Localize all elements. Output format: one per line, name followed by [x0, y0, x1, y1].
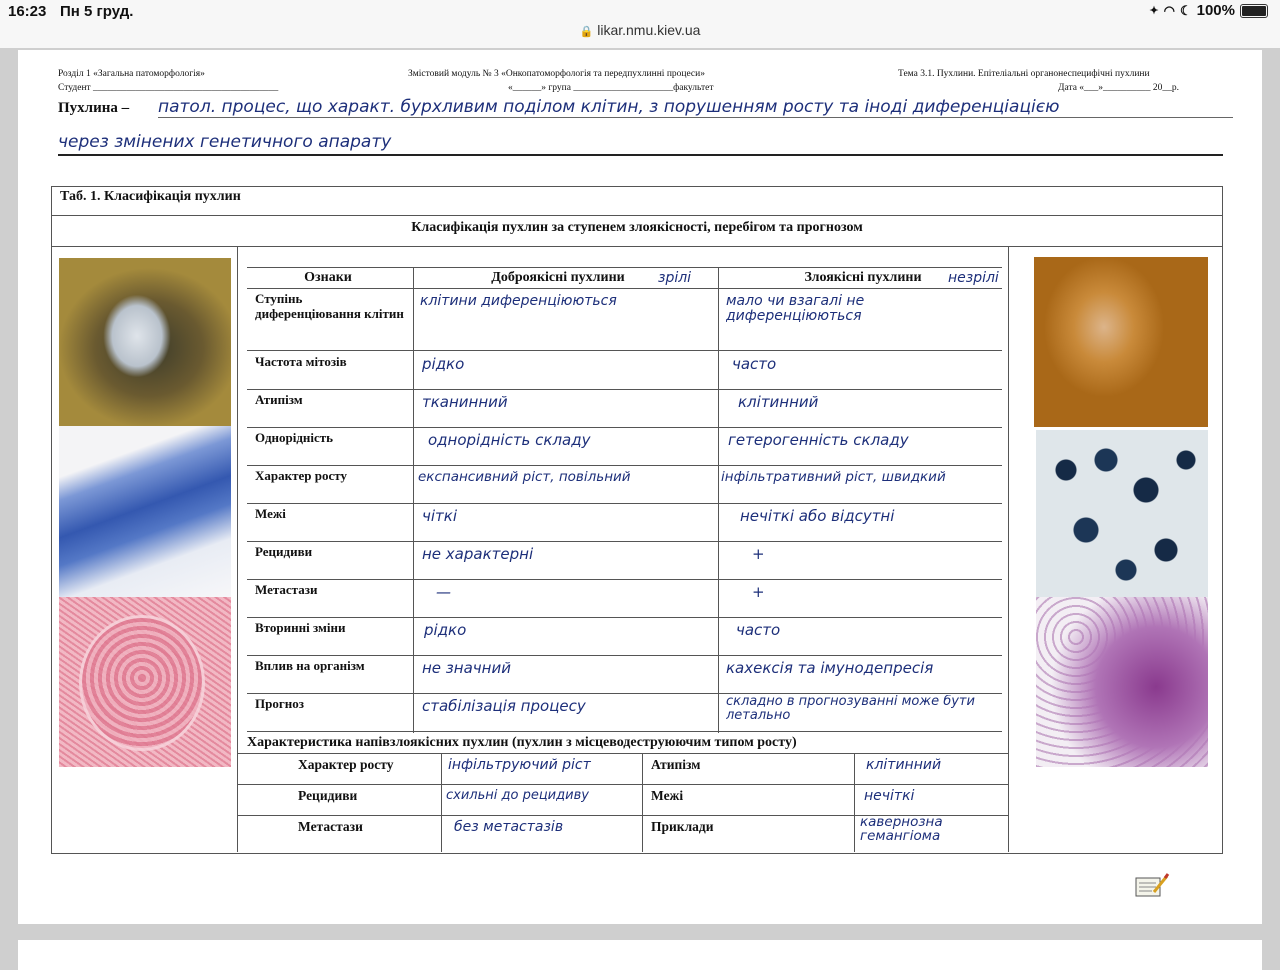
battery-percent: 100%	[1196, 2, 1235, 19]
header-topic: Тема 3.1. Пухлини. Епітеліальні органонеспецифічні пухлини	[898, 69, 1150, 79]
benign-cell-effect: не значний	[422, 659, 511, 677]
row-label-secondary-changes: Вторинні зміни	[255, 620, 346, 635]
benign-cell-relapses: не характерні	[422, 545, 534, 563]
location-icon: ✦	[1149, 5, 1159, 17]
header-date: Дата «___»__________ 20__р.	[1058, 83, 1180, 93]
benign-tumor-histology-photo	[59, 597, 231, 767]
semi-value-borders: нечіткі	[864, 788, 915, 804]
status-bar	[0, 0, 1280, 48]
document-page	[18, 50, 1262, 924]
semi-label-growth: Характер росту	[298, 757, 394, 772]
row-label-mitosis: Частота мітозів	[255, 354, 347, 369]
definition-handwritten-line2: через змінених генетичного апарату	[58, 132, 1223, 156]
benign-cell-borders: чіткі	[422, 507, 457, 525]
semi-value-relapses: схильні до рецидиву	[446, 788, 589, 803]
header-student: Студент _______________________________________	[58, 83, 279, 93]
benign-tumor-gross-photo	[59, 258, 231, 426]
header-group: «______» група _____________________факультет	[508, 83, 714, 93]
row-label-homogeneity: Однорідність	[255, 430, 334, 445]
next-page	[18, 940, 1262, 970]
url-bar[interactable]	[0, 22, 1280, 38]
benign-cell-differentiation: клітини диференціюються	[420, 294, 617, 309]
malignant-handwritten-note: незрілі	[948, 270, 999, 286]
table-subtitle: Класифікація пухлин за ступенем злоякісності, перебігом та прогнозом	[411, 220, 863, 235]
benign-tumor-cytology-photo	[59, 426, 231, 597]
malignant-cell-homogeneity: гетерогенність складу	[728, 431, 909, 449]
benign-cell-metastases: —	[436, 583, 451, 601]
col-header-signs: Ознаки	[304, 270, 352, 285]
benign-handwritten-note: зрілі	[658, 270, 692, 286]
benign-cell-growth: експансивний ріст, повільний	[418, 469, 631, 485]
malignant-tumor-cytology-photo	[1036, 430, 1208, 597]
benign-cell-mitosis: рідко	[422, 355, 465, 373]
url-text: likar.nmu.kiev.ua	[597, 22, 701, 38]
battery-icon	[1240, 4, 1268, 18]
status-date: Пн 5 груд.	[60, 3, 134, 20]
semi-value-examples: кавернозна гемангіома	[860, 816, 943, 843]
header-section: Розділ 1 «Загальна патоморфологія»	[58, 69, 205, 79]
row-label-growth: Характер росту	[255, 468, 347, 483]
row-label-atypism: Атипізм	[255, 392, 303, 407]
definition-handwritten-line1: патол. процес, що характ. бурхливим поділом клітин, з порушенням росту та іноді диференціацією	[158, 97, 1233, 118]
malignant-cell-prognosis: складно в прогнозуванні може бути летально	[726, 695, 975, 723]
malignant-cell-borders: нечіткі або відсутні	[740, 507, 895, 525]
row-label-effect-on-organism: Вплив на організм	[255, 658, 365, 673]
semi-label-examples: Приклади	[651, 819, 714, 834]
malignant-cell-metastases: +	[752, 583, 765, 601]
moon-icon: ☾	[1179, 2, 1192, 18]
benign-cell-homogeneity: однорідність складу	[428, 431, 591, 449]
row-label-relapses: Рецидиви	[255, 544, 313, 559]
row-label-borders: Межі	[255, 506, 286, 521]
malignant-cell-atypism: клітинний	[738, 393, 819, 411]
malignant-cell-differentiation: мало чи взагалі не диференціюються	[726, 294, 865, 324]
malignant-cell-relapses: +	[752, 545, 765, 563]
semi-value-atypism: клітинний	[866, 757, 942, 773]
benign-cell-secondary-changes: рідко	[424, 621, 467, 639]
definition-label: Пухлина –	[58, 100, 130, 116]
semi-malignant-title: Характеристика напівзлоякісних пухлин (пухлин з місцеводеструюючим типом росту)	[247, 735, 797, 750]
semi-label-metastases: Метастази	[298, 819, 363, 834]
benign-cell-atypism: тканинний	[422, 393, 508, 411]
benign-cell-prognosis: стабілізація процесу	[422, 697, 586, 715]
wifi-icon: ◠	[1163, 2, 1175, 18]
row-label-metastases: Метастази	[255, 582, 318, 597]
semi-label-relapses: Рецидиви	[298, 788, 358, 803]
semi-label-borders: Межі	[651, 788, 684, 803]
malignant-tumor-gross-photo	[1034, 257, 1208, 427]
malignant-cell-mitosis: часто	[732, 355, 777, 373]
notepad-icon[interactable]	[1134, 872, 1170, 898]
col-header-benign: Доброякісні пухлини	[491, 270, 625, 285]
table-title: Таб. 1. Класифікація пухлин	[60, 189, 241, 204]
status-time: 16:23	[8, 3, 47, 20]
header-module: Змістовий модуль № 3 «Онкопатоморфологія та передпухлинні процеси»	[408, 69, 705, 79]
semi-value-growth: інфільтруючий ріст	[448, 757, 591, 773]
malignant-tumor-histology-photo	[1036, 597, 1208, 767]
status-right	[1149, 2, 1268, 19]
col-header-malignant: Злоякісні пухлини	[804, 270, 922, 285]
lock-icon: 🔒	[579, 26, 594, 38]
malignant-cell-growth: інфільтративний ріст, швидкий	[721, 469, 946, 485]
malignant-cell-secondary-changes: часто	[736, 621, 781, 639]
semi-value-metastases: без метастазів	[454, 819, 564, 835]
row-label-prognosis: Прогноз	[255, 696, 304, 711]
semi-label-atypism: Атипізм	[651, 757, 701, 772]
malignant-cell-effect: кахексія та імунодепресія	[726, 659, 934, 677]
row-label-differentiation: Ступінь диференціювання клітин	[255, 291, 404, 321]
